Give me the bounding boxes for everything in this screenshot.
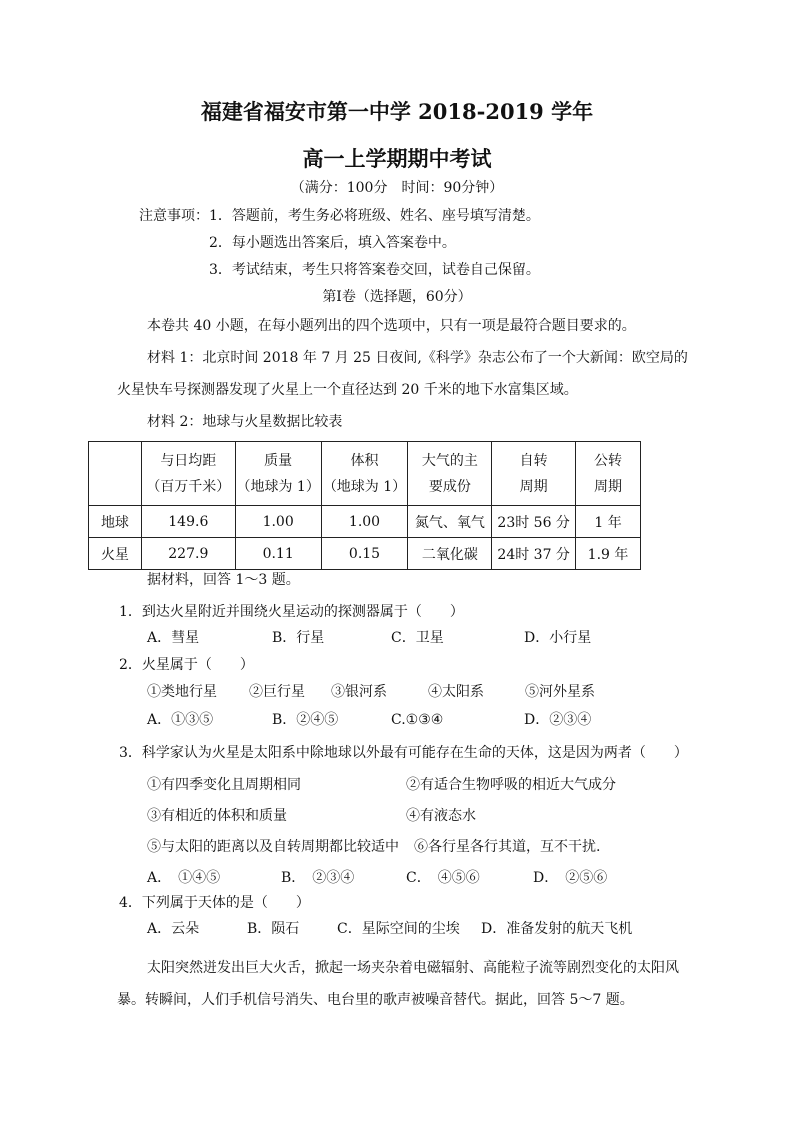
table-header-row — [89, 442, 641, 506]
table-cell: 火星 — [89, 538, 142, 570]
table-cell: 24时 37 分 — [492, 538, 576, 570]
table-cell: 1.00 — [321, 506, 408, 538]
note-1: 注意事项：1．答题前，考生务必将班级、姓名、座号填写清楚。 — [139, 208, 540, 224]
q4-option-a: A．云朵 — [147, 921, 200, 937]
table-cell: 1 年 — [576, 506, 641, 538]
note-2: 2．每小题选出答案后，填入答案卷中。 — [209, 235, 456, 251]
section-title: 第Ⅰ卷（选择题，60分） — [322, 289, 472, 305]
q4-option-d: D．准备发射的航天飞机 — [481, 921, 633, 937]
material1-line1: 材料 1：北京时间 2018 年 7 月 25 日夜间,《科学》杂志公布了一个大新闻：欧空局的 — [147, 350, 688, 366]
q3-item-3: ③有相近的体积和质量 — [147, 808, 287, 824]
q2-item-2: ②巨行星 — [249, 684, 305, 700]
answer-prompt: 据材料，回答 1～3 题。 — [147, 572, 300, 588]
table-header-cell: 质量 （地球为 1） — [235, 442, 321, 506]
material1-line2: 火星快车号探测器发现了火星上一个直径达到 20 千米的地下水富集区域。 — [117, 382, 578, 398]
q2-option-d: D．②③④ — [524, 712, 592, 728]
table-row — [89, 538, 641, 570]
table-cell: 149.6 — [141, 506, 235, 538]
table-header-cell: 公转 周期 — [576, 442, 641, 506]
note-3: 3．考试结束，考生只将答案卷交回，试卷自己保留。 — [209, 262, 540, 278]
q2-item-3: ③银河系 — [331, 684, 387, 700]
q2-option-a: A．①③⑤ — [147, 712, 214, 728]
table-cell: 0.15 — [321, 538, 408, 570]
table-cell: 氮气、氧气 — [408, 506, 492, 538]
q3-item-4: ④有液态水 — [406, 808, 476, 824]
q1-stem: 1．到达火星附近并围绕火星运动的探测器属于（ ） — [119, 604, 464, 620]
q3-option-a: A． ①④⑤ — [147, 870, 221, 886]
q3-stem: 3．科学家认为火星是太阳系中除地球以外最有可能存在生命的天体，这是因为两者（ ） — [119, 745, 688, 761]
table-header-cell — [89, 442, 142, 506]
exam-title-line2: 高一上学期期中考试 — [302, 146, 492, 171]
table-cell: 1.00 — [235, 506, 321, 538]
q1-option-a: A．彗星 — [147, 630, 200, 646]
passage-line1: 太阳突然迸发出巨大火舌，掀起一场夹杂着电磁辐射、高能粒子流等剧烈变化的太阳风 — [147, 960, 679, 976]
q1-option-c: C．卫星 — [391, 630, 444, 646]
q2-stem: 2．火星属于（ ） — [119, 657, 254, 673]
table-cell: 1.9 年 — [576, 538, 641, 570]
q2-option-b: B．②④⑤ — [272, 712, 339, 728]
table-header-cell: 大气的主 要成份 — [408, 442, 492, 506]
table-cell: 0.11 — [235, 538, 321, 570]
exam-meta: （满分：100分 时间：90分钟） — [290, 180, 504, 196]
q3-item-6: ⑥各行星各行其道，互不干扰. — [414, 839, 601, 855]
passage-line2: 暴。转瞬间，人们手机信号消失、电台里的歌声被噪音替代。据此，回答 5～7 题。 — [117, 992, 634, 1008]
table-cell: 227.9 — [141, 538, 235, 570]
q4-stem: 4．下列属于天体的是（ ） — [119, 895, 310, 911]
table-header-cell: 体积 （地球为 1） — [321, 442, 408, 506]
q3-option-d: D． ②⑤⑥ — [533, 870, 608, 886]
table-cell: 23时 56 分 — [492, 506, 576, 538]
q2-option-c: C.①③④ — [391, 712, 444, 728]
q3-option-b: B． ②③④ — [281, 870, 355, 886]
material2-caption: 材料 2：地球与火星数据比较表 — [147, 414, 343, 430]
q2-item-1: ①类地行星 — [147, 684, 217, 700]
q2-item-4: ④太阳系 — [428, 684, 484, 700]
q4-option-b: B．陨石 — [247, 921, 300, 937]
table-cell: 地球 — [89, 506, 142, 538]
q1-option-d: D．小行星 — [524, 630, 592, 646]
table-header-cell: 与日均距 （百万千米） — [141, 442, 235, 506]
exam-title-line1: 福建省福安市第一中学 2018-2019 学年 — [200, 99, 594, 124]
q2-item-5: ⑤河外星系 — [525, 684, 595, 700]
q3-item-5: ⑤与太阳的距离以及自转周期都比较适中 — [147, 839, 399, 855]
q3-item-1: ①有四季变化且周期相同 — [147, 777, 301, 793]
table-header-cell: 自转 周期 — [492, 442, 576, 506]
table-row — [89, 506, 641, 538]
section-intro: 本卷共 40 小题，在每小题列出的四个选项中，只有一项是最符合题目要求的。 — [147, 318, 636, 334]
q4-option-c: C．星际空间的尘埃 — [337, 921, 460, 937]
q3-item-2: ②有适合生物呼吸的相近大气成分 — [406, 777, 616, 793]
earth-mars-table — [88, 441, 641, 570]
q1-option-b: B．行星 — [272, 630, 325, 646]
q3-option-c: C． ④⑤⑥ — [406, 870, 480, 886]
table-cell: 二氧化碳 — [408, 538, 492, 570]
